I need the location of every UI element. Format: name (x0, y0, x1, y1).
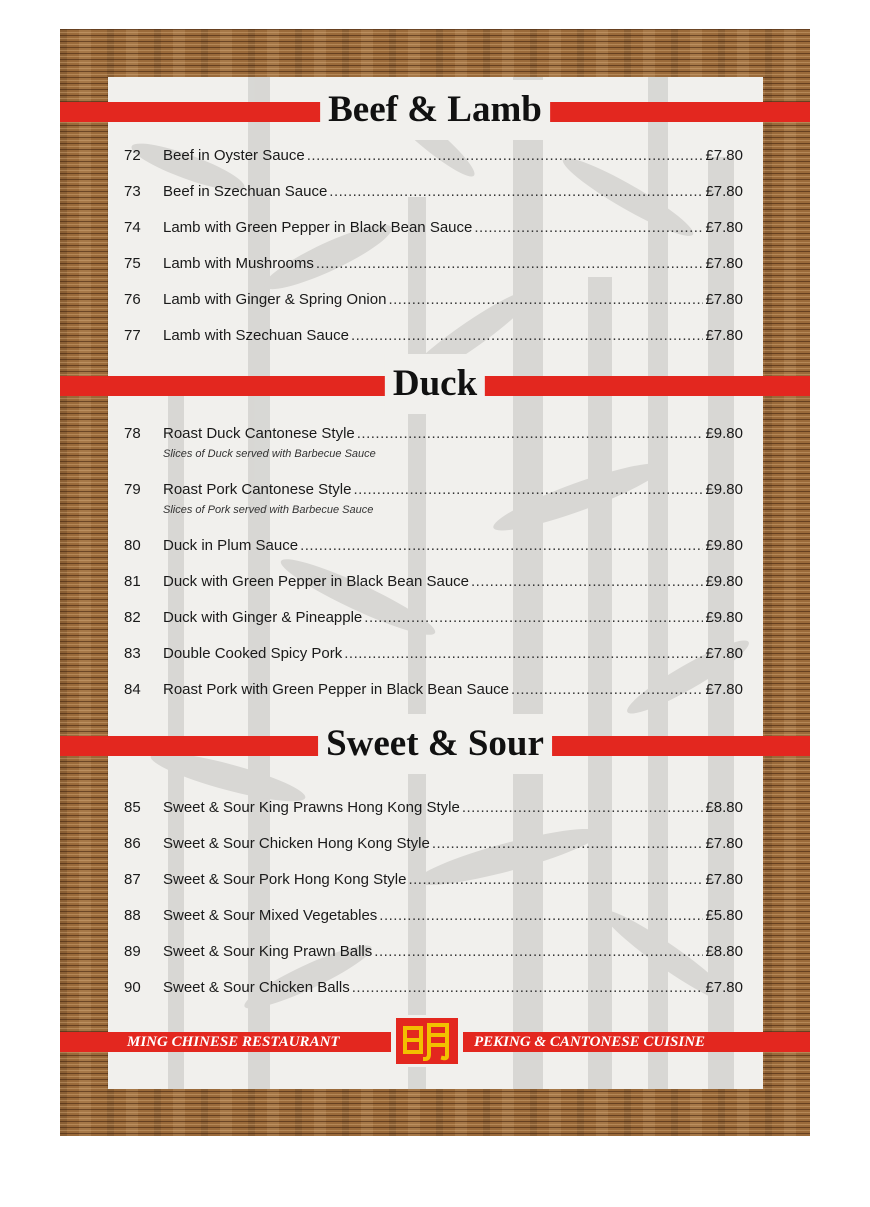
dot-leader (300, 537, 703, 554)
menu-item (124, 799, 743, 819)
item-name: Sweet & Sour King Prawns Hong Kong Style (163, 799, 460, 816)
dot-leader (352, 979, 704, 996)
item-price: £7.80 (705, 645, 743, 662)
dot-leader (357, 425, 704, 442)
item-number: 79 (124, 481, 141, 498)
item-price: £8.80 (705, 943, 743, 960)
item-price: £7.80 (705, 219, 743, 236)
item-name: Sweet & Sour Chicken Balls (163, 979, 350, 996)
item-number: 86 (124, 835, 141, 852)
dot-leader (432, 835, 704, 852)
item-number: 87 (124, 871, 141, 888)
dot-leader (408, 871, 703, 888)
item-note: Slices of Pork served with Barbecue Sauce (163, 504, 374, 516)
menu-item (124, 481, 743, 501)
item-price: £7.80 (705, 979, 743, 996)
section-heading-sweet-sour: Sweet & Sour (318, 714, 552, 774)
item-name: Lamb with Mushrooms (163, 255, 314, 272)
dot-leader (329, 183, 703, 200)
item-name: Double Cooked Spicy Pork (163, 645, 343, 662)
item-number: 74 (124, 219, 141, 236)
dot-leader (351, 327, 704, 344)
item-number: 84 (124, 681, 141, 698)
item-price: £7.80 (705, 183, 743, 200)
item-name: Beef in Szechuan Sauce (163, 183, 328, 200)
item-number: 73 (124, 183, 141, 200)
item-price: £9.80 (705, 537, 743, 554)
restaurant-name: MING CHINESE RESTAURANT (127, 1034, 340, 1050)
menu-item (124, 573, 743, 593)
item-number: 75 (124, 255, 141, 272)
menu-item (124, 255, 743, 275)
item-price: £7.80 (705, 255, 743, 272)
item-price: £5.80 (705, 907, 743, 924)
item-number: 77 (124, 327, 141, 344)
item-price: £8.80 (705, 799, 743, 816)
item-name: Sweet & Sour Pork Hong Kong Style (163, 871, 407, 888)
item-price: £7.80 (705, 871, 743, 888)
dot-leader (511, 681, 703, 698)
item-name: Roast Pork Cantonese Style (163, 481, 352, 498)
dot-leader (353, 481, 703, 498)
item-name: Lamb with Szechuan Sauce (163, 327, 349, 344)
dot-leader (471, 573, 703, 590)
menu-item (124, 183, 743, 203)
item-name: Sweet & Sour Mixed Vegetables (163, 907, 378, 924)
menu-item (124, 943, 743, 963)
item-price: £7.80 (705, 835, 743, 852)
restaurant-logo (391, 1015, 463, 1067)
dot-leader (388, 291, 703, 308)
dot-leader (307, 147, 704, 164)
menu-item (124, 645, 743, 665)
item-number: 80 (124, 537, 141, 554)
item-number: 89 (124, 943, 141, 960)
dot-leader (462, 799, 704, 816)
menu-item (124, 871, 743, 891)
item-name: Sweet & Sour King Prawn Balls (163, 943, 373, 960)
dot-leader (316, 255, 704, 272)
menu-item (124, 327, 743, 347)
item-note: Slices of Duck served with Barbecue Sauce (163, 448, 376, 460)
item-name: Beef in Oyster Sauce (163, 147, 305, 164)
item-name: Duck in Plum Sauce (163, 537, 299, 554)
item-price: £9.80 (705, 609, 743, 626)
section-heading-beef-lamb: Beef & Lamb (320, 80, 550, 140)
dot-leader (344, 645, 703, 662)
item-number: 88 (124, 907, 141, 924)
section-heading-duck: Duck (385, 354, 485, 414)
menu-item (124, 979, 743, 999)
item-number: 83 (124, 645, 141, 662)
dot-leader (364, 609, 703, 626)
menu-item (124, 537, 743, 557)
item-price: £7.80 (705, 147, 743, 164)
item-name: Sweet & Sour Chicken Hong Kong Style (163, 835, 430, 852)
logo-badge (396, 1018, 458, 1064)
menu-item (124, 291, 743, 311)
item-number: 72 (124, 147, 141, 164)
item-price: £9.80 (705, 573, 743, 590)
item-number: 90 (124, 979, 141, 996)
menu-item (124, 147, 743, 167)
dot-leader (374, 943, 703, 960)
item-name: Roast Pork with Green Pepper in Black Bean Sauce (163, 681, 510, 698)
item-name: Roast Duck Cantonese Style (163, 425, 355, 442)
menu-item (124, 907, 743, 927)
item-name: Lamb with Ginger & Spring Onion (163, 291, 387, 308)
item-number: 85 (124, 799, 141, 816)
ming-character-icon (396, 1018, 458, 1064)
item-name: Duck with Green Pepper in Black Bean Sauce (163, 573, 469, 590)
item-price: £7.80 (705, 327, 743, 344)
menu-item (124, 835, 743, 855)
cuisine-tagline: PEKING & CANTONESE CUISINE (474, 1034, 706, 1050)
item-number: 82 (124, 609, 141, 626)
item-name: Duck with Ginger & Pineapple (163, 609, 363, 626)
menu-item (124, 609, 743, 629)
item-number: 81 (124, 573, 141, 590)
menu-item (124, 425, 743, 445)
dot-leader (474, 219, 703, 236)
menu-item (124, 681, 743, 701)
dot-leader (379, 907, 703, 924)
item-price: £7.80 (705, 291, 743, 308)
item-name: Lamb with Green Pepper in Black Bean Sauce (163, 219, 473, 236)
item-price: £9.80 (705, 481, 743, 498)
item-number: 76 (124, 291, 141, 308)
menu-item (124, 219, 743, 239)
item-number: 78 (124, 425, 141, 442)
item-price: £7.80 (705, 681, 743, 698)
item-price: £9.80 (705, 425, 743, 442)
